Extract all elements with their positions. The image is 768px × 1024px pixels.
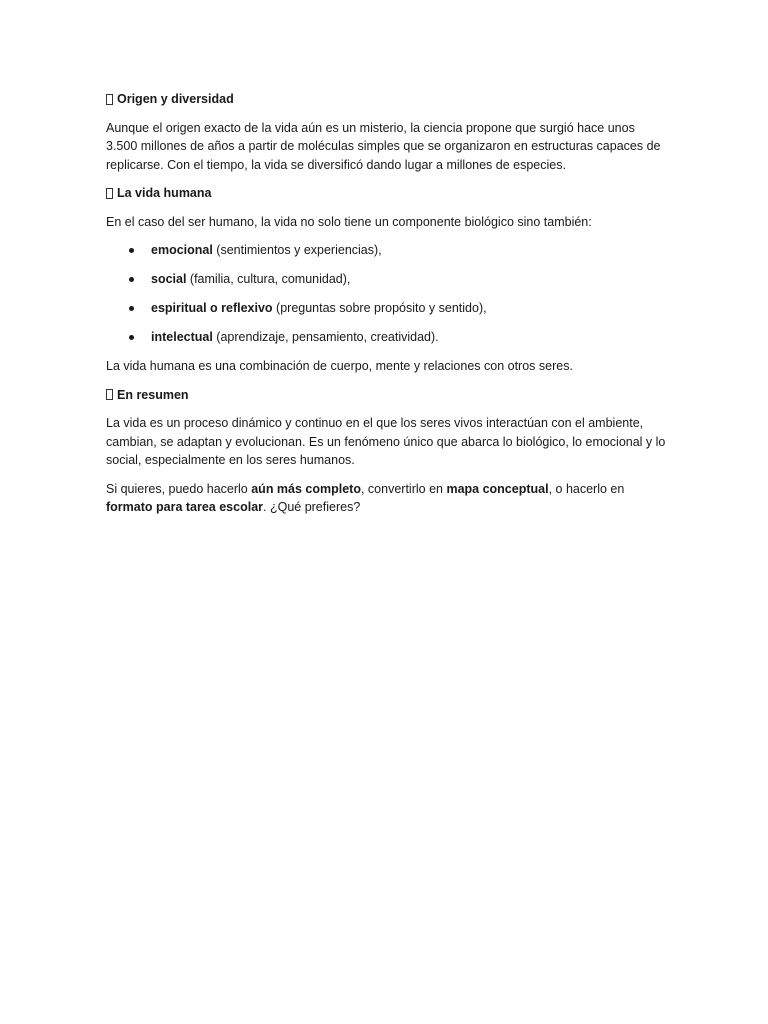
- missing-glyph-icon: [106, 188, 113, 199]
- offer-text: . ¿Qué prefieres?: [263, 500, 361, 514]
- offer-bold: formato para tarea escolar: [106, 500, 264, 514]
- list-item-term: emocional: [151, 243, 213, 257]
- heading-text: Origen y diversidad: [117, 92, 234, 106]
- offer-text: , convertirlo en: [360, 481, 447, 496]
- list-item-desc: (aprendizaje, pensamiento, creatividad).: [212, 330, 439, 344]
- list-item-desc: (sentimientos y experiencias),: [212, 243, 382, 257]
- missing-glyph-icon: [106, 389, 113, 400]
- list-item-desc: (familia, cultura, comunidad),: [186, 272, 351, 286]
- missing-glyph-icon: [106, 94, 113, 105]
- bullet-icon: [129, 248, 134, 253]
- list-item: [106, 299, 666, 318]
- document-page: [106, 90, 666, 527]
- dimensions-list: [106, 241, 666, 347]
- section-heading-human: [106, 184, 666, 203]
- offer-text: , o hacerlo en: [548, 481, 625, 496]
- bullet-icon: [129, 306, 134, 311]
- section-heading-origin: [106, 90, 666, 109]
- offer-bold: mapa conceptual: [446, 481, 549, 496]
- list-item: [106, 241, 666, 260]
- offer-bold: aún más completo: [251, 481, 361, 496]
- list-item-desc: (preguntas sobre propósito y sentido),: [272, 301, 487, 315]
- paragraph-human-closing: La vida humana es una combinación de cuerpo, mente y relaciones con otros seres.: [106, 359, 573, 373]
- paragraph-summary: La vida es un proceso dinámico y continuo en el que los seres vivos interactúan con el ambiente, cambian, se adaptan y evolucionan. Es un fenómeno único que abarca lo biológico, lo emocional y lo social, especialmente en los seres humanos.: [106, 416, 666, 467]
- heading-text: En resumen: [117, 387, 189, 402]
- bullet-icon: [129, 335, 134, 340]
- list-item: [106, 328, 666, 347]
- list-item: [106, 270, 666, 289]
- list-item-term: social: [151, 272, 187, 286]
- paragraph-human-intro: En el caso del ser humano, la vida no solo tiene un componente biológico sino también:: [106, 214, 592, 229]
- list-item-term: intelectual: [151, 330, 213, 344]
- section-heading-summary: [106, 386, 666, 405]
- heading-text: La vida humana: [117, 186, 212, 200]
- offer-text: Si quieres, puedo hacerlo: [106, 481, 252, 496]
- paragraph-offer: [106, 480, 666, 517]
- bullet-icon: [129, 277, 134, 282]
- paragraph-origin: Aunque el origen exacto de la vida aún es un misterio, la ciencia propone que surgió hace unos 3.500 millones de años a partir de moléculas simples que se organizaron en estructuras capaces de replicarse. Con el tiempo, la vida se diversificó dando lugar a millones de especies.: [106, 120, 661, 172]
- list-item-term: espiritual o reflexivo: [151, 301, 273, 315]
